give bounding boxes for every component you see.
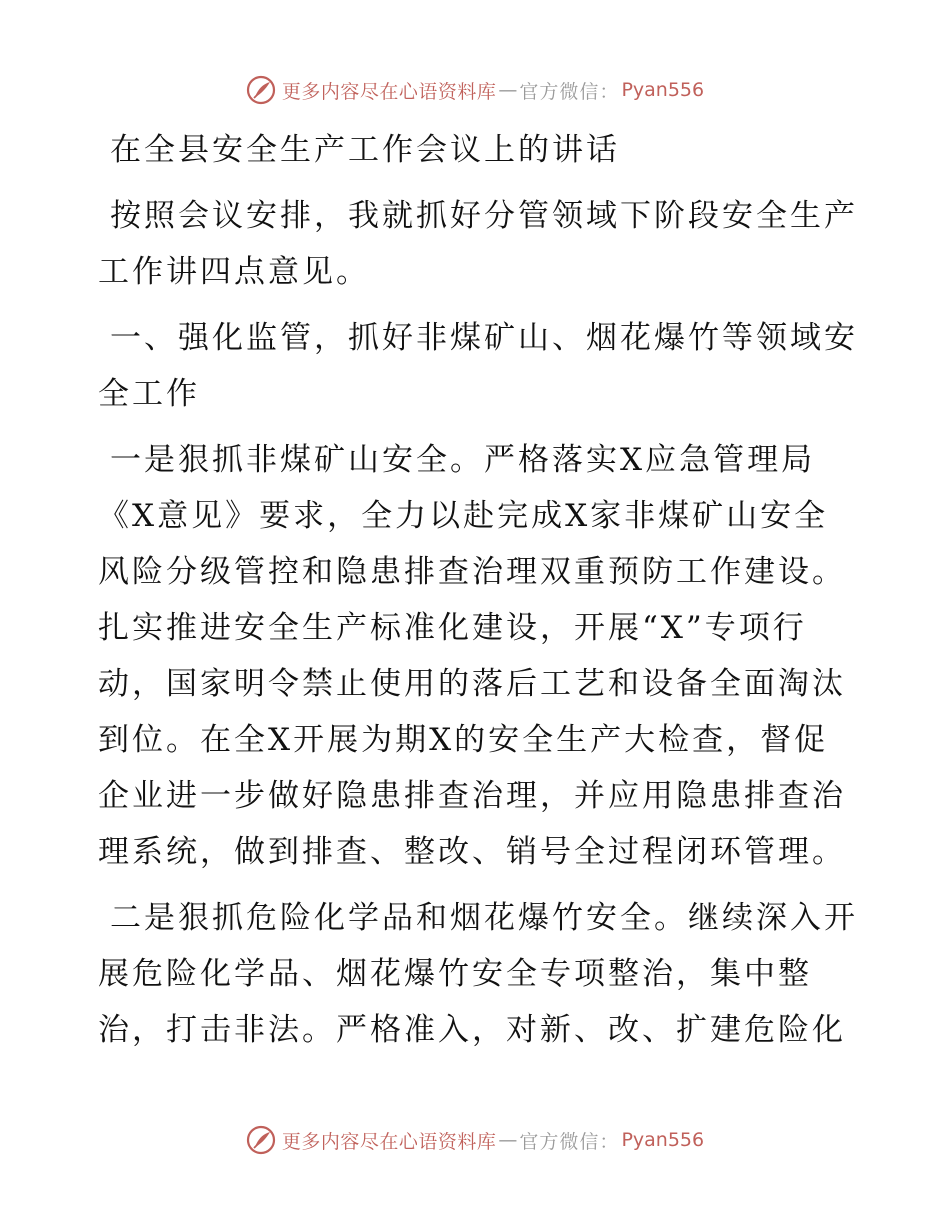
watermark-official-label: 官方微信： [519, 80, 620, 103]
paragraph-point-one: 一是狠抓非煤矿山安全。严格落实X应急管理局《X意见》要求，全力以赴完成X家非煤矿山安全风险分级管控和隐患排查治理双重预防工作建设。扎实推进安全生产标准化建设，开展“X”专项行动，国家明令禁止使用的落后工艺和设备全面淘汰到位。在全X开展为期X的安全生产大检查，督促企业进一步做好隐患排查治理，并应用隐患排查治理系统，做到排查、整改、销号全过程闭环管理。 [98, 442, 846, 870]
paragraph-section-heading: 一、强化监管，抓好非煤矿山、烟花爆竹等领域安全工作 [98, 320, 858, 412]
watermark-footer [0, 1120, 950, 1160]
watermark-separator: — [498, 1129, 518, 1151]
watermark-separator: — [498, 79, 518, 101]
feather-pen-logo-icon [246, 1125, 276, 1155]
paragraph-intro: 按照会议安排，我就抓好分管领域下阶段安全生产工作讲四点意见。 [98, 198, 858, 290]
document-title: 在全县安全生产工作会议上的讲话 [110, 132, 620, 168]
watermark-header [0, 70, 950, 110]
document-body [98, 122, 858, 1068]
watermark-official-label: 官方微信： [519, 1130, 620, 1153]
watermark-site-name: 更多内容尽在心语资料库 [281, 80, 497, 103]
watermark-site-name: 更多内容尽在心语资料库 [281, 1130, 497, 1153]
watermark-wechat-id: Pyan556 [621, 79, 705, 101]
feather-pen-logo-icon [246, 75, 276, 105]
paragraph-point-two: 二是狠抓危险化学品和烟花爆竹安全。继续深入开展危险化学品、烟花爆竹安全专项整治，集中整治，打击非法。严格准入，对新、改、扩建危险化 [98, 900, 858, 1048]
watermark-wechat-id: Pyan556 [621, 1129, 705, 1151]
